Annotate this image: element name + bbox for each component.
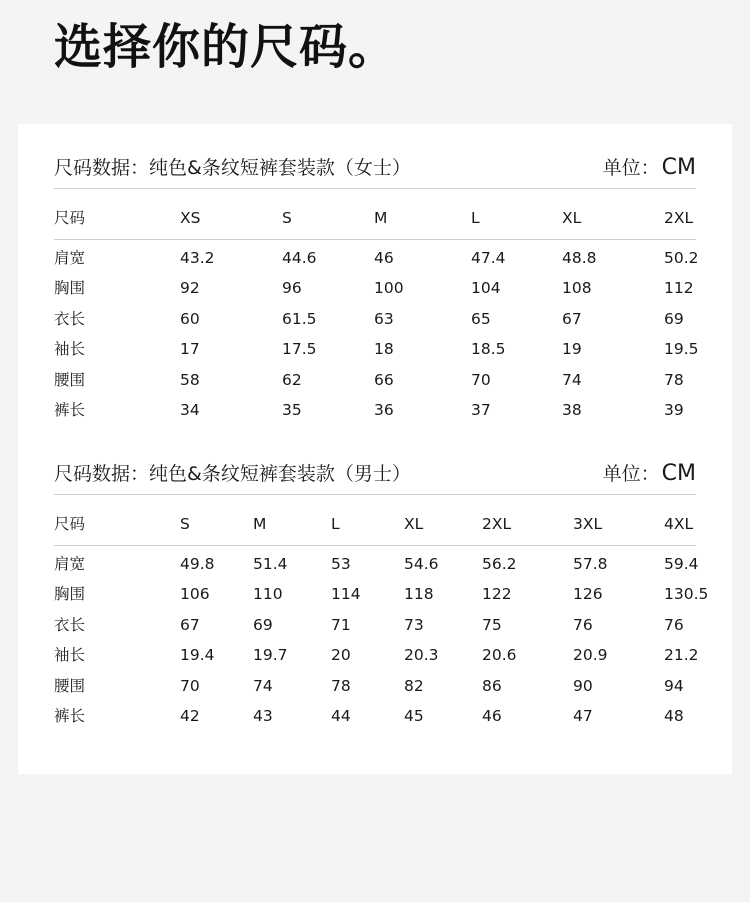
measurement-value: 45: [404, 706, 424, 725]
measurement-value: 19: [562, 340, 582, 359]
size-header-cell: 2XL: [482, 515, 512, 533]
unit-value: CM: [661, 155, 696, 180]
size-header-cell: M: [253, 515, 267, 533]
measurement-label: 肩宽: [54, 555, 86, 573]
measurement-value: 48: [664, 706, 684, 725]
measurement-value: 18.5: [471, 340, 506, 359]
measurement-value: 76: [573, 615, 593, 634]
measurement-value: 65: [471, 309, 491, 328]
measurement-label: 腰围: [54, 370, 86, 389]
measurement-value: 92: [180, 279, 200, 298]
table-heading: [54, 148, 696, 189]
table-row: [54, 304, 696, 334]
unit-label: 单位：: [602, 157, 660, 179]
unit-indicator: [603, 454, 696, 494]
measurement-label: 裤长: [54, 400, 86, 419]
size-header-row: [54, 189, 696, 240]
table-row: [54, 243, 699, 273]
table-title: 尺码数据：纯色&条纹短裤套装款（男士）: [54, 463, 411, 485]
unit-label: 单位：: [602, 463, 660, 485]
measurement-value: 44.6: [282, 249, 317, 267]
measurement-value: 43.2: [180, 249, 215, 267]
measurement-value: 35: [282, 400, 302, 419]
measurement-value: 86: [482, 676, 502, 695]
measurement-value: 46: [482, 706, 502, 725]
table-heading: [54, 454, 696, 495]
measurement-value: 43: [253, 706, 273, 725]
table-row: [54, 395, 696, 425]
table-row: [54, 549, 699, 579]
measurement-value: 47.4: [471, 249, 506, 267]
measurement-value: 21.2: [664, 646, 699, 665]
measurement-value: 70: [471, 370, 491, 389]
size-chart-card: [18, 124, 732, 774]
table-title: 尺码数据：纯色&条纹短裤套装款（女士）: [54, 157, 411, 179]
measurement-label: 胸围: [54, 279, 86, 298]
measurement-value: 82: [404, 676, 424, 695]
measurement-value: 54.6: [404, 555, 439, 573]
measurement-value: 62: [282, 370, 302, 389]
measurement-value: 112: [664, 279, 694, 298]
measurement-value: 19.4: [180, 646, 215, 665]
measurement-value: 67: [562, 309, 582, 328]
measurement-value: 73: [404, 615, 424, 634]
size-header-cell: XL: [562, 209, 582, 227]
table-row: [54, 579, 709, 609]
measurement-value: 96: [282, 279, 302, 298]
measurement-value: 69: [664, 309, 684, 328]
size-header-cell: 3XL: [573, 515, 603, 533]
measurement-value: 37: [471, 400, 491, 419]
measurement-value: 50.2: [664, 249, 699, 267]
measurement-value: 94: [664, 676, 684, 695]
measurement-value: 51.4: [253, 555, 288, 573]
measurement-value: 130.5: [664, 585, 709, 604]
measurement-value: 67: [180, 615, 200, 634]
measurement-value: 100: [374, 279, 404, 298]
measurement-value: 18: [374, 340, 394, 359]
table-row: [54, 671, 696, 701]
measurement-label: 衣长: [54, 615, 86, 634]
measurement-value: 38: [562, 400, 582, 419]
measurement-value: 78: [664, 370, 684, 389]
measurement-value: 19.7: [253, 646, 288, 665]
unit-indicator: [603, 148, 696, 188]
size-header-cell: XS: [180, 209, 201, 227]
measurement-label: 胸围: [54, 585, 86, 604]
measurement-value: 74: [253, 676, 273, 695]
measurement-value: 59.4: [664, 555, 699, 573]
measurement-value: 36: [374, 400, 394, 419]
table-row: [54, 610, 696, 640]
measurement-value: 66: [374, 370, 394, 389]
measurement-value: 44: [331, 706, 351, 725]
measurement-value: 114: [331, 585, 361, 604]
table-row: [54, 701, 696, 731]
table-row: [54, 334, 699, 364]
measurement-value: 71: [331, 615, 351, 634]
measurement-value: 56.2: [482, 555, 517, 573]
measurement-value: 70: [180, 676, 200, 695]
size-header-cell: M: [374, 209, 388, 227]
measurement-value: 20.3: [404, 646, 439, 665]
size-header-label: 尺码: [54, 209, 86, 227]
measurement-value: 42: [180, 706, 200, 725]
table-row: [54, 273, 696, 303]
measurement-value: 46: [374, 249, 394, 267]
measurement-value: 75: [482, 615, 502, 634]
measurement-value: 48.8: [562, 249, 597, 267]
page-title: 选择你的尺码。: [54, 19, 398, 75]
measurement-value: 69: [253, 615, 273, 634]
measurement-value: 57.8: [573, 555, 608, 573]
measurement-value: 60: [180, 309, 200, 328]
measurement-rows: [54, 240, 699, 425]
women-size-table: [54, 148, 699, 425]
measurement-value: 63: [374, 309, 394, 328]
measurement-value: 17.5: [282, 340, 317, 359]
measurement-value: 20.9: [573, 646, 608, 665]
measurement-value: 20: [331, 646, 351, 665]
measurement-label: 衣长: [54, 309, 86, 328]
size-header-cell: 4XL: [664, 515, 694, 533]
measurement-value: 17: [180, 340, 200, 359]
size-header-cell: S: [180, 515, 190, 533]
measurement-value: 110: [253, 585, 283, 604]
measurement-value: 47: [573, 706, 593, 725]
measurement-label: 袖长: [54, 646, 86, 665]
measurement-label: 肩宽: [54, 249, 86, 267]
measurement-label: 腰围: [54, 676, 86, 695]
measurement-value: 78: [331, 676, 351, 695]
measurement-value: 90: [573, 676, 593, 695]
size-header-cell: L: [471, 209, 480, 227]
measurement-value: 122: [482, 585, 512, 604]
measurement-value: 126: [573, 585, 603, 604]
measurement-value: 20.6: [482, 646, 517, 665]
unit-value: CM: [661, 461, 696, 486]
size-header-cell: S: [282, 209, 292, 227]
size-header-label: 尺码: [54, 515, 86, 533]
table-row: [54, 365, 696, 395]
measurement-value: 34: [180, 400, 200, 419]
size-header-row: [54, 495, 696, 546]
measurement-value: 39: [664, 400, 684, 419]
size-header-cell: XL: [404, 515, 424, 533]
measurement-value: 104: [471, 279, 501, 298]
measurement-value: 76: [664, 615, 684, 634]
measurement-value: 58: [180, 370, 200, 389]
size-header-cell: 2XL: [664, 209, 694, 227]
measurement-value: 106: [180, 585, 210, 604]
size-header-cell: L: [331, 515, 340, 533]
measurement-value: 49.8: [180, 555, 215, 573]
men-size-table: [54, 454, 709, 731]
measurement-value: 53: [331, 555, 351, 573]
measurement-rows: [54, 546, 709, 731]
measurement-value: 19.5: [664, 340, 699, 359]
table-row: [54, 640, 699, 670]
measurement-value: 74: [562, 370, 582, 389]
measurement-value: 108: [562, 279, 592, 298]
measurement-value: 118: [404, 585, 434, 604]
measurement-value: 61.5: [282, 309, 317, 328]
measurement-label: 袖长: [54, 340, 86, 359]
measurement-label: 裤长: [54, 706, 86, 725]
